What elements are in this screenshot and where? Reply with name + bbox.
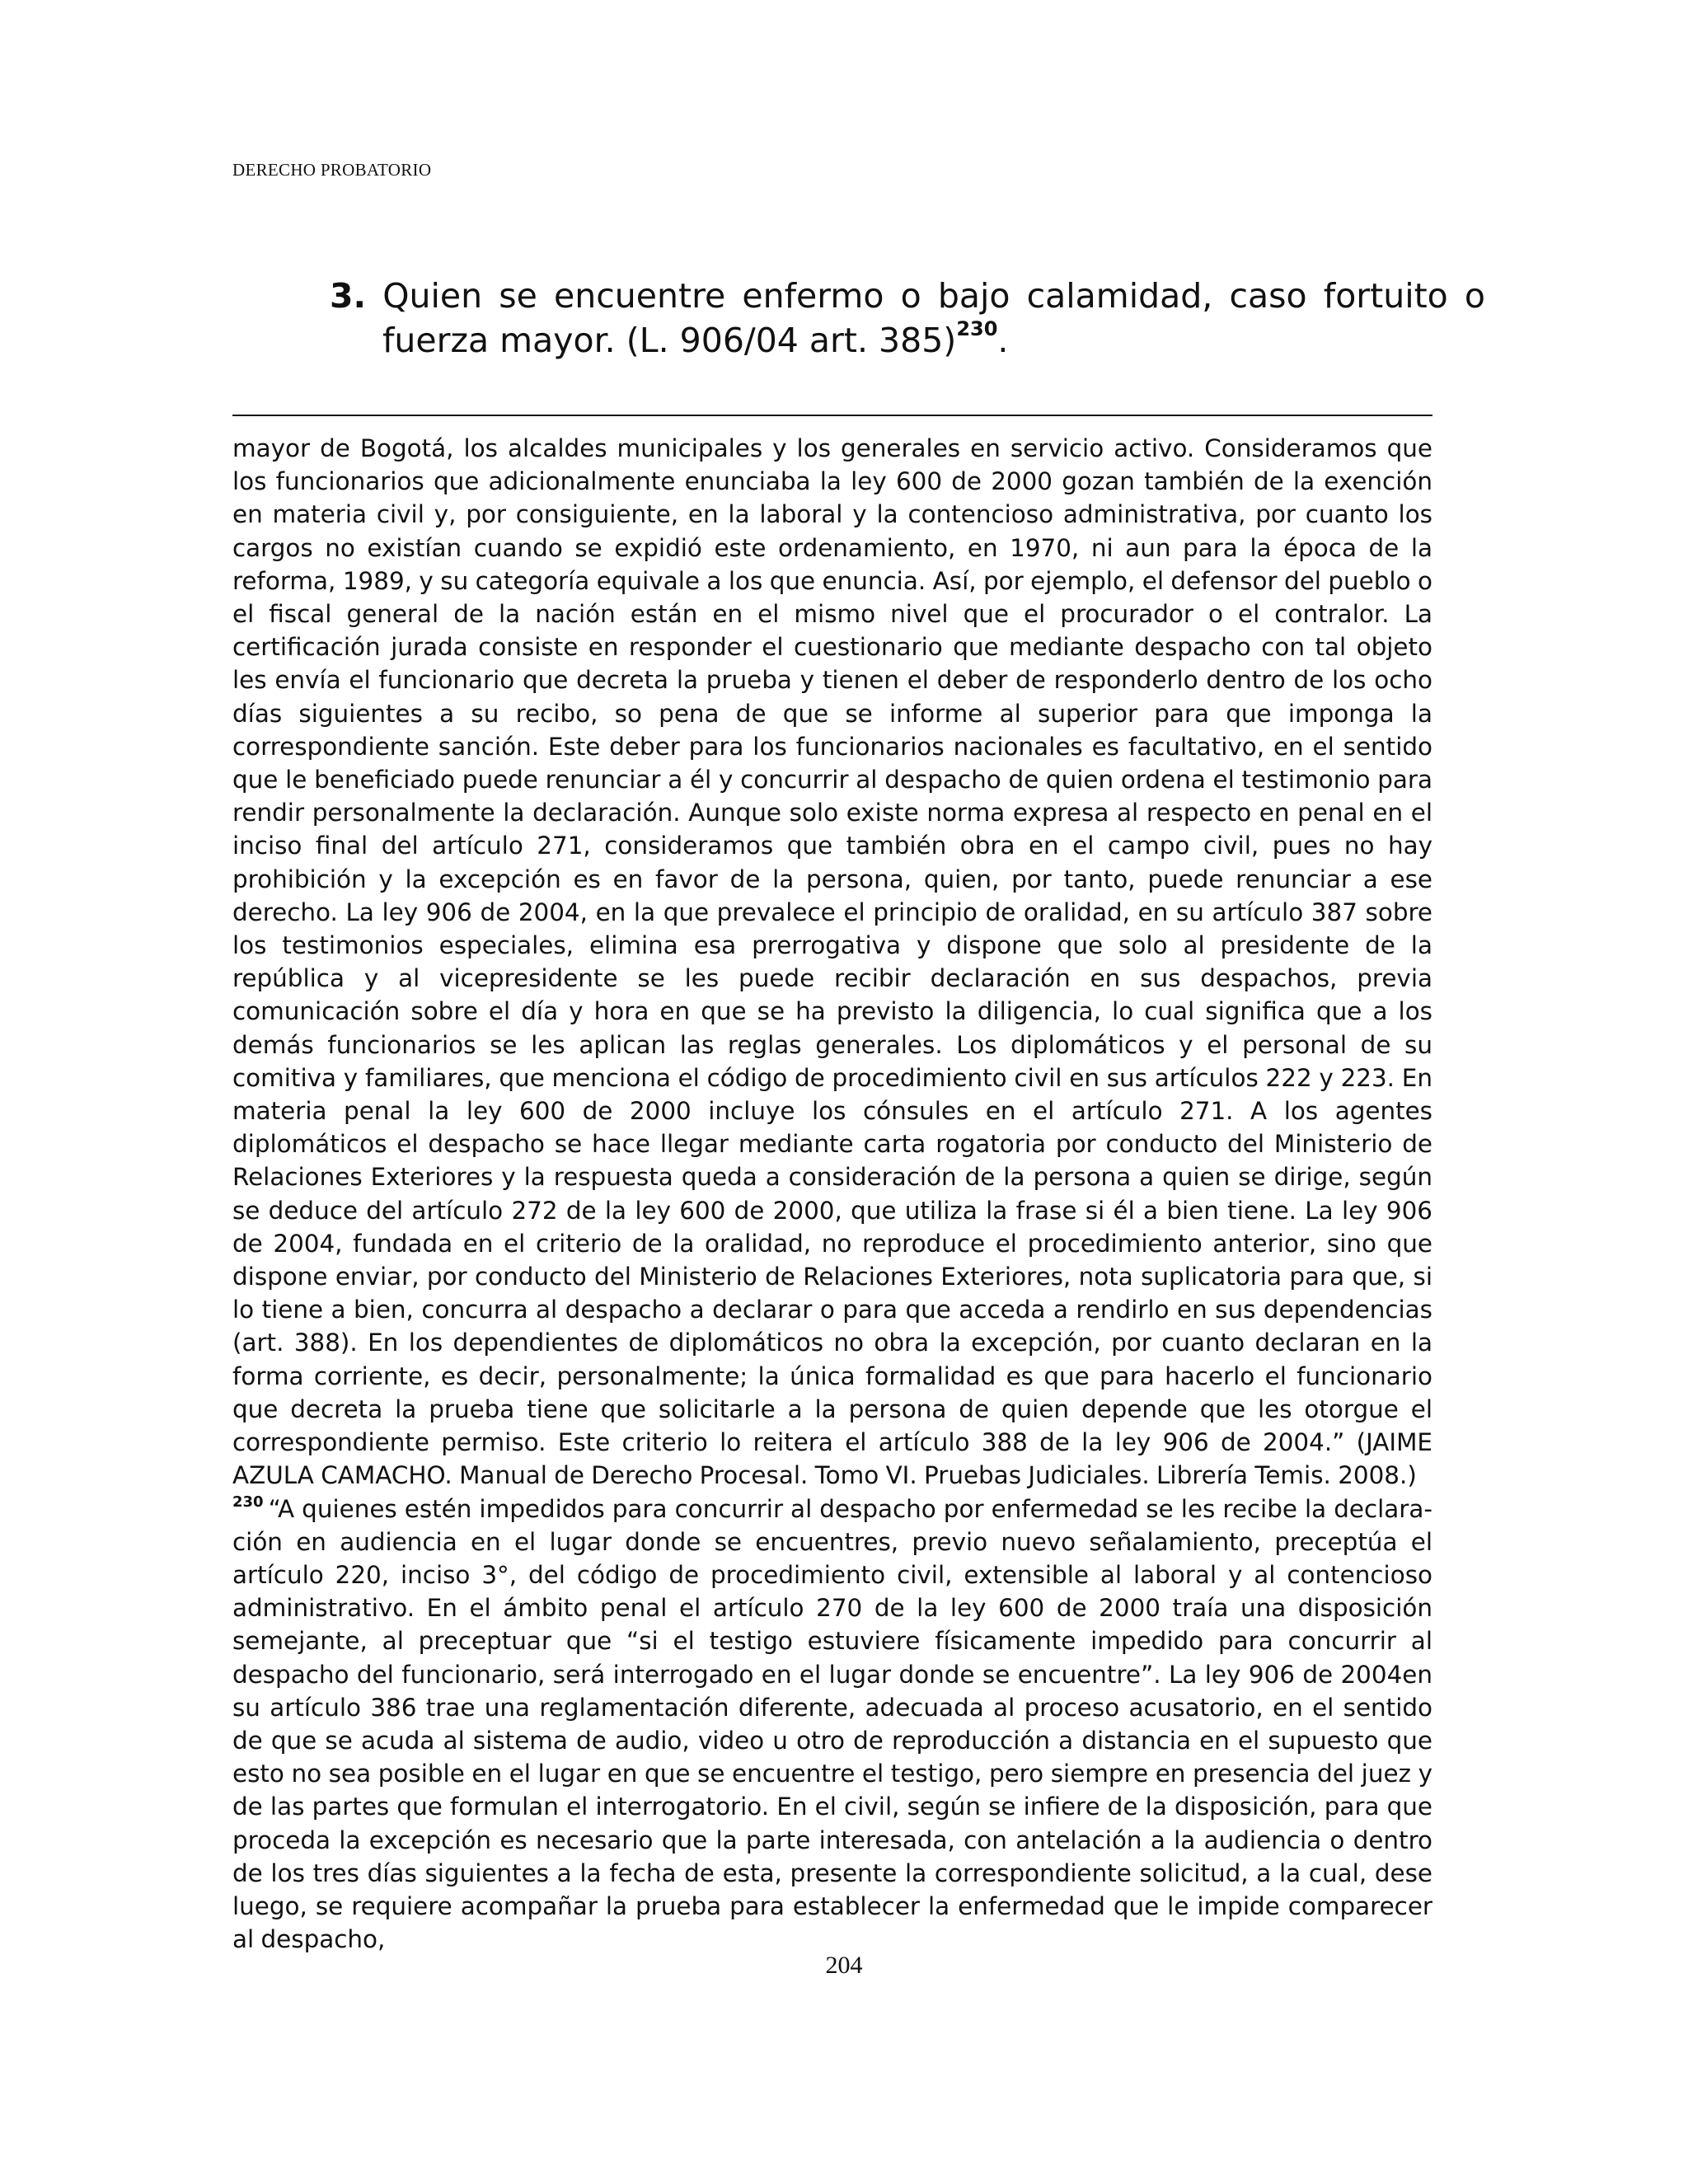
footnote-reference-230[interactable]: 230 — [956, 317, 998, 340]
footnote-230-text: “A quienes estén impedidos para concurrir al despacho por enfermedad se les recibe la declaración en audiencia en el lugar donde se encuentres, previo nuevo señalamiento, preceptúa el artículo 220, inciso 3°, del código de procedimiento civil, extensible al laboral y al contencioso administrativo. En el ámbito penal el artículo 270 de la ley 600 de 2000 traía una disposición semejante, al preceptuar que “si el testigo estuviere físicamente impedido para concurrir al despacho del funcionario, será interrogado en el lugar donde se encuentre”. La ley 906 de 2004en su artículo 386 trae una reglamentación diferente, adecuada al proceso acusatorio, en el sentido de que se acuda al sistema de audio, video u otro de reproducción a distancia en el supuesto que esto no sea posible en el lugar en que se encuentre el testigo, pero siempre en presencia del juez y de las partes que formulan el interrogatorio. En el civil, según se infiere de la disposición, para que proceda la excepción es necesario que la parte interesada, con antelación a la audiencia o dentro de los tres días siguientes a la fecha de esta, presente la correspondiente solicitud, a la cual, dese luego, se requiere acompañar la prueba para establecer la enfermedad que le impide comparecer al despacho, — [232, 1494, 1432, 1954]
footnote-number: 230 — [232, 1493, 264, 1511]
footnote-continuation: mayor de Bogotá, los alcaldes municipales y los generales en servicio activo. Consideramos que los funcionarios que adicionalmente enunciaba la ley 600 de 2000 gozan también de la exención en materia civil y, por consiguiente, en la laboral y la contencioso administrativa, por cuanto los cargos no existían cuando se expidió este ordenamiento, en 1970, ni aun para la época de la reforma, 1989, y su categoría equivale a los que enuncia. Así, por ejemplo, el defensor del pueblo o el fiscal general de la nación están en el mismo nivel que el procurador o el contralor. La certificación jurada consiste en responder el cuestionario que mediante despacho con tal objeto les envía el funcionario que decreta la prueba y tienen el deber de responderlo dentro de los ocho días siguientes a su recibo, so pena de que se informe al superior para que imponga la correspondiente sanción. Este deber para los funcionarios nacionales es facultativo, en el sentido que le beneficiado puede renunciar a él y concurrir al despacho de quien ordena el testimonio para rendir personalmente la declaración. Aunque solo existe norma expresa al respecto en penal en el inciso final del artículo 271, consideramos que también obra en el campo civil, pues no hay prohibición y la excepción es en favor de la persona, quien, por tanto, puede renunciar a ese derecho. La ley 906 de 2004, en la que prevalece el principio de oralidad, en su artículo 387 sobre los testimonios especiales, elimina esa prerrogativa y dispone que solo al presidente de la república y al vicepresidente se les puede recibir declaración en sus despachos, previa comunicación sobre el día y hora en que se ha previsto la diligencia, lo cual significa que a los demás funcionarios se les aplican las reglas generales. Los diplomáticos y el personal de su comitiva y familiares, que menciona el código de procedimiento civil en sus artículos 222 y 223. En materia penal la ley 600 de 2000 incluye los cónsules en el artículo 271. A los agentes diplomáticos el despacho se hace llegar mediante carta rogatoria por conducto del Ministerio de Relaciones Exteriores y la respuesta queda a consideración de la persona a quien se dirige, según se deduce del artículo 272 de la ley 600 de 2000, que utiliza la frase si él a bien tiene. La ley 906 de 2004, fundada en el criterio de la oralidad, no reproduce el procedimiento anterior, sino que dispone enviar, por conducto del Ministerio de Relaciones Exteriores, nota suplicatoria para que, si lo tiene a bien, concurra al despacho a declarar o para que acceda a rendirlo en sus dependencias (art. 388). En los dependientes de diplomáticos no obra la excepción, por cuanto declaran en la forma corriente, es decir, personalmente; la única formalidad es que para hacerlo el funcionario que decreta la prueba tiene que solicitarle a la persona de quien depende que les otorgue el correspondiente permiso. Este criterio lo reitera el artículo 388 de la ley 906 de 2004.” (JAIME AZULA CAMACHO. Manual de Derecho Procesal. Tomo VI. Pruebas Judiciales. Librería Temis. 2008.) — [232, 434, 1432, 1490]
item-number: 3. — [330, 276, 367, 316]
footnote-230 — [232, 1493, 1432, 1957]
page-number: 204 — [825, 1952, 863, 1979]
footnote-separator-rule — [232, 415, 1432, 416]
item-text: Quien se encuentre enfermo o bajo calamidad, caso fortuito o fuerza mayor. (L. 906/04 art. 385) — [382, 276, 1485, 360]
footnotes-area — [232, 432, 1432, 1956]
running-header: DERECHO PROBATORIO — [232, 160, 432, 180]
enumerated-item-3 — [330, 274, 1485, 363]
item-end-punctuation: . — [997, 321, 1009, 360]
